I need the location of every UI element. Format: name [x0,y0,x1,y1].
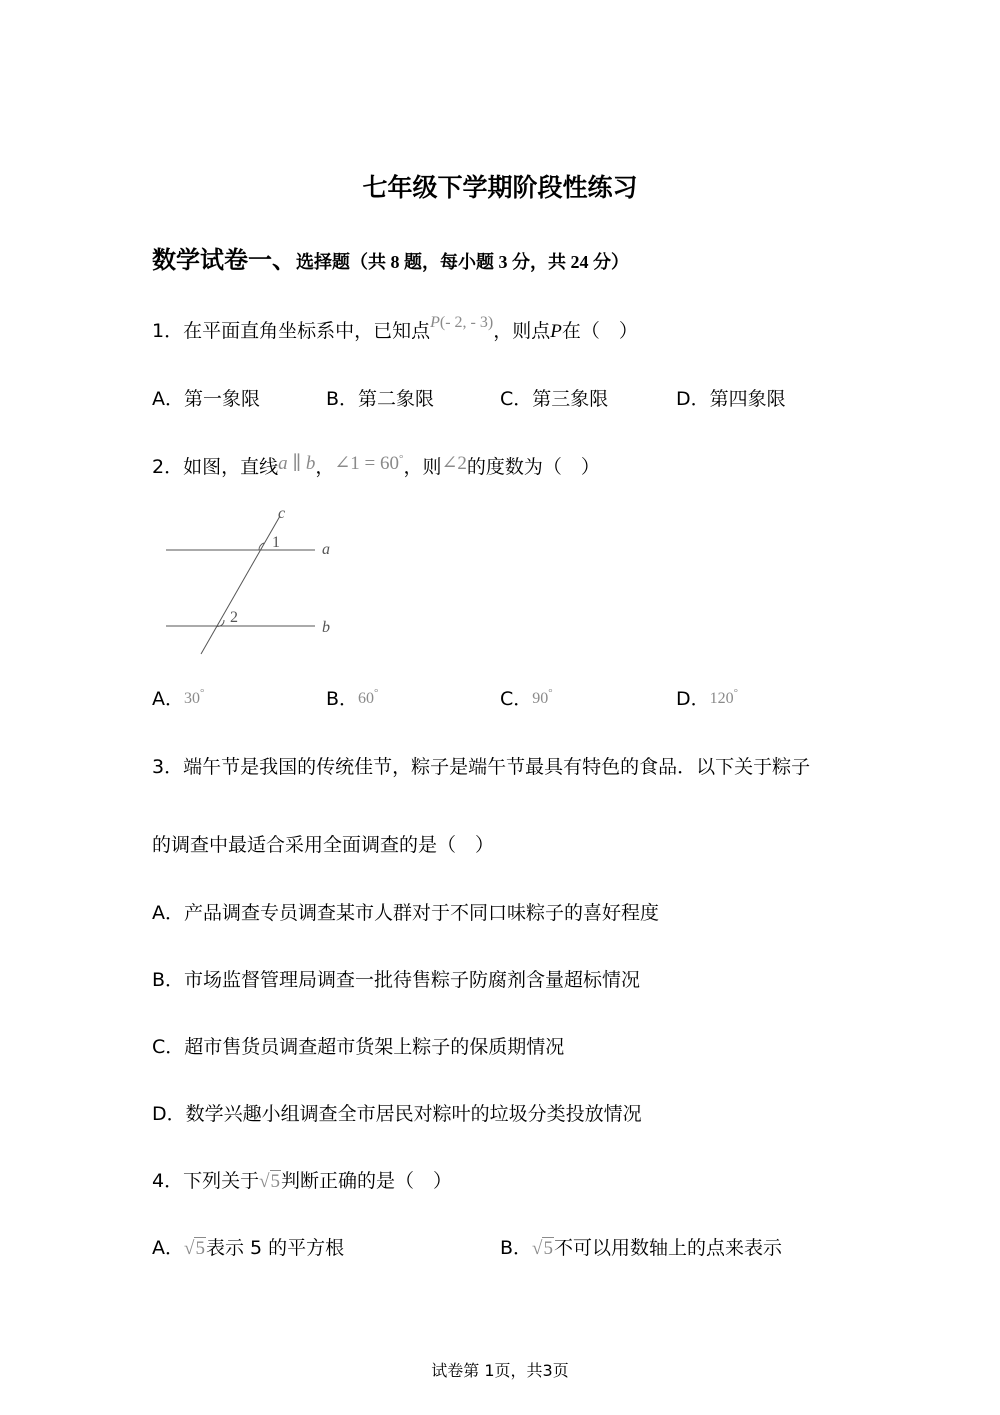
q4-option-a-text: 表示 5 的平方根 [205,1237,345,1259]
q4-prefix: 4．下列关于 [152,1170,260,1192]
q2-option-c-degree: ° [548,687,553,699]
q4-option-a-letter: A． [152,1237,184,1259]
q2-option-c-letter: C． [500,688,533,710]
q4-option-b [500,1233,782,1260]
q2-option-a-degree: ° [200,687,205,699]
question-3-line-2: 的调查中最适合采用全面调查的是（ ） [152,834,495,856]
q2-option-d-degree: ° [733,687,739,699]
q2-figure [150,500,350,665]
section-heading [152,240,629,275]
q1-point-name: P [430,314,440,331]
q2-angle1-degree: ° [399,453,404,465]
q2-angle1: ∠1 = 60 [334,453,400,474]
page-footer: 试卷第 1页，共3页 [431,1361,569,1380]
q2-option-a [152,684,204,711]
q4-option-b-text: 不可以用数轴上的点来表示 [553,1237,782,1259]
q2-suffix: 的度数为（ ） [466,456,600,478]
q4-radicand: 5 [270,1171,281,1192]
label-1: 1 [272,534,280,551]
question-1 [152,316,638,343]
q1-option-c: C．第三象限 [500,388,609,410]
q2-option-b-value: 60 [358,690,375,707]
q2-angle2: ∠2 [441,453,467,474]
q2-sep1: ， [315,456,335,478]
q1-suffix: 在（ ） [561,320,638,342]
section-sub: 选择题（共 8 题，每小题 3 分，共 24 分） [296,252,629,272]
q4-option-a [152,1233,344,1260]
q2-option-c-value: 90 [532,690,549,707]
q1-option-a: A．第一象限 [152,388,260,410]
q2-sep2: ，则 [403,456,442,478]
q2-option-b-degree: ° [374,687,379,699]
q3-option-b: B．市场监督管理局调查一批待售粽子防腐剂含量超标情况 [152,969,641,991]
q4-suffix: 判断正确的是（ ） [281,1170,453,1192]
label-c: c [278,505,286,522]
q1-middle: ，则点 [493,320,551,342]
q2-option-b [326,684,378,711]
label-b: b [322,619,330,636]
q2-option-d-letter: D． [676,688,710,710]
q2-parallel: a ∥ b [278,453,316,474]
q2-prefix: 2．如图，直线 [152,456,279,478]
q2-option-b-letter: B． [326,688,359,710]
q2-option-a-value: 30 [184,690,200,707]
q4-option-a-sqrt: √5 [184,1238,205,1259]
q4-option-b-letter: B． [500,1237,533,1259]
label-a: a [322,541,330,558]
q1-point-ref: P [550,321,562,342]
q1-point-coords: (- 2, - 3) [439,314,494,331]
label-2: 2 [230,609,238,626]
question-2 [152,452,600,479]
q2-option-d-value: 120 [709,690,734,707]
question-4 [152,1166,452,1193]
q3-option-c: C．超市售货员调查超市货架上粽子的保质期情况 [152,1036,565,1058]
q3-option-a: A．产品调查专员调查某市人群对于不同口味粽子的喜好程度 [152,902,659,924]
section-main: 数学试卷一、 [152,246,296,274]
q4-sqrt: √5 [259,1171,281,1192]
q2-option-d [676,684,738,711]
q2-option-c [500,684,553,711]
q1-option-b: B．第二象限 [326,388,435,410]
question-3-line-1: 3．端午节是我国的传统佳节，粽子是端午节最具有特色的食品．以下关于粽子 [152,756,811,778]
q1-option-d: D．第四象限 [676,388,786,410]
q3-option-d: D．数学兴趣小组调查全市居民对粽叶的垃圾分类投放情况 [152,1103,642,1125]
q1-prefix: 1．在平面直角坐标系中，已知点 [152,320,431,342]
line-c [201,516,280,654]
q2-option-a-letter: A． [152,688,184,710]
q4-option-a-radicand: 5 [195,1238,205,1259]
q4-option-b-sqrt: √5 [532,1238,553,1259]
page-title: 七年级下学期阶段性练习 [362,173,638,202]
q4-option-b-radicand: 5 [543,1238,553,1259]
